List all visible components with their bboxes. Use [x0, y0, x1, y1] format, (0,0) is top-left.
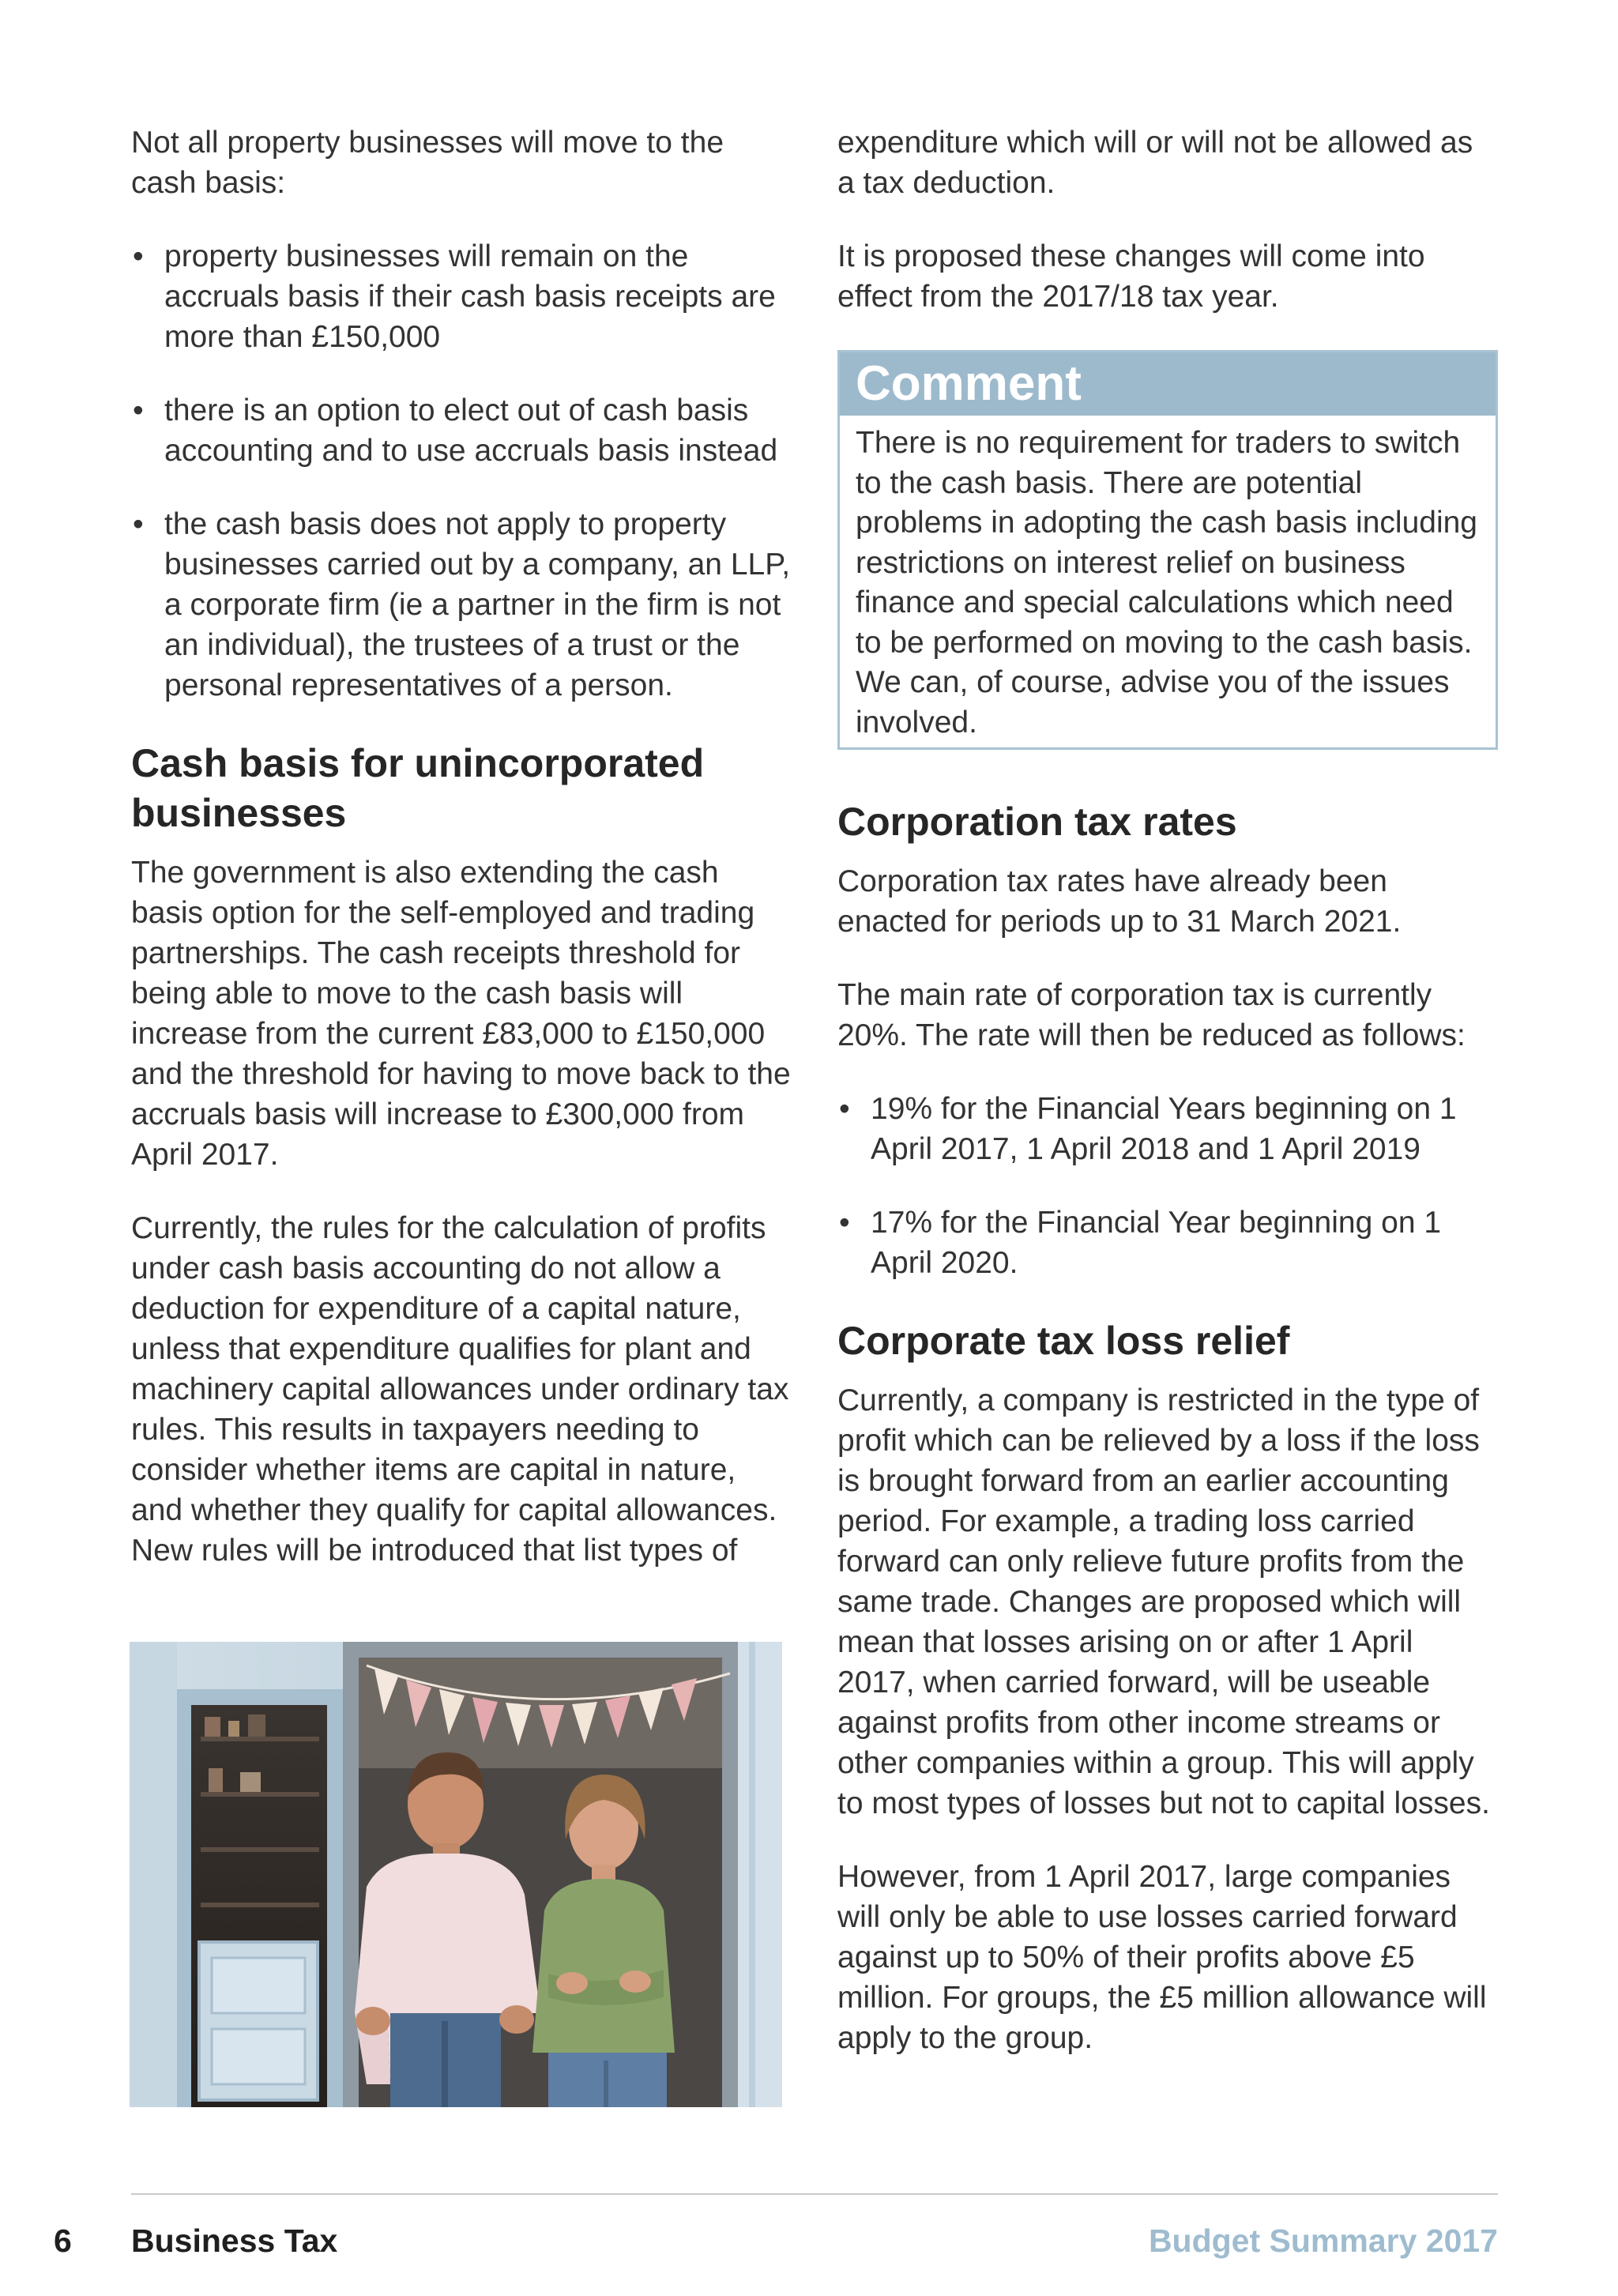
shop-owners-photo: [130, 1642, 782, 2107]
bullet-text: the cash basis does not apply to property businesses carried out by a company, an LLP, a corporate firm (ie a partner in the firm is not an individual), the trustees of a trust or the personal representatives of a person.: [164, 507, 791, 702]
bullet-text: there is an option to elect out of cash basis accounting and to use accruals basis instead: [164, 393, 778, 468]
footer-section-name: Business Tax: [131, 2223, 338, 2259]
bullet-icon: •: [839, 1206, 850, 1240]
bullet-item: [131, 504, 791, 706]
comment-body: There is no requirement for traders to switch to the cash basis. There are potential problems in adopting the cash basis including restrictions on interest relief on business finance and special calculations which need to be performed on moving to the cash basis. We can, of course, advise you of the issues involved.: [856, 426, 1477, 740]
footer-publication-title: Budget Summary 2017: [1148, 2223, 1498, 2259]
comment-box: [837, 350, 1498, 750]
effect-paragraph: It is proposed these changes will come into effect from the 2017/18 tax year.: [837, 239, 1425, 314]
body-paragraph: The main rate of corporation tax is currently 20%. The rate will then be reduced as follows:: [837, 978, 1466, 1052]
page-number: 6: [54, 2223, 72, 2259]
left-column: [131, 122, 791, 1604]
body-paragraph: The government is also extending the cash basis option for the self-employed and trading partnerships. The cash receipts threshold for being able to move to the cash basis will increase from the current £83,000 to £150,000 and the threshold for having to move back to the accruals basis will increase to £300,000 from April 2017.: [131, 856, 791, 1172]
bullet-text: 19% for the Financial Years beginning on 1 April 2017, 1 April 2018 and 1 April 2019: [871, 1092, 1457, 1166]
bullet-icon: •: [839, 1092, 850, 1126]
section-heading-corporation-tax-rates: Corporation tax rates: [837, 800, 1237, 844]
property-bullet-list: [131, 236, 791, 706]
intro-paragraph: Not all property businesses will move to the cash basis:: [131, 126, 724, 200]
bullet-text: property businesses will remain on the accruals basis if their cash basis receipts are more than £150,000: [164, 239, 776, 354]
body-paragraph: Corporation tax rates have already been enacted for periods up to 31 March 2021.: [837, 864, 1402, 939]
photo-illustration: [130, 1642, 782, 2107]
bullet-item: [131, 390, 791, 471]
body-paragraph: Currently, the rules for the calculation of profits under cash basis accounting do not allow a deduction for expenditure of a capital nature, unless that expenditure qualifies for plant and machinery capital allowances under ordinary tax rules. This results in taxpayers needing to consider whether items are capital in nature, and whether they qualify for capital allowances. New rules will be introduced that list types of: [131, 1211, 789, 1568]
section-heading-loss-relief: Corporate tax loss relief: [837, 1319, 1290, 1363]
bullet-icon: •: [133, 507, 144, 541]
bullet-item: [131, 236, 791, 357]
bullet-icon: •: [133, 393, 144, 427]
bullet-item: [837, 1203, 1498, 1283]
body-paragraph: Currently, a company is restricted in the type of profit which can be relieved by a loss if the loss is brought forward from an earlier accounting period. For example, a trading loss carried forward can only relieve future profits from the same trade. Changes are proposed which will mean that losses arising on or after 1 April 2017, when carried forward, will be useable against profits from other income streams or other companies within a group. This will apply to most types of losses but not to capital losses.: [837, 1383, 1490, 1820]
footer-divider: [131, 2193, 1498, 2195]
rates-bullet-list: [837, 1089, 1498, 1283]
section-heading-cash-basis: Cash basis for unincorporated businesses: [131, 741, 705, 835]
right-column: [837, 122, 1498, 2091]
bullet-item: [837, 1089, 1498, 1169]
continuation-paragraph: expenditure which will or will not be allowed as a tax deduction.: [837, 126, 1473, 200]
bullet-text: 17% for the Financial Year beginning on 1 April 2020.: [871, 1206, 1442, 1280]
body-paragraph: However, from 1 April 2017, large companies will only be able to use losses carried forward against up to 50% of their profits above £5 million. For groups, the £5 million allowance will apply to the group.: [837, 1860, 1487, 2055]
bullet-icon: •: [133, 239, 144, 273]
comment-title: Comment: [840, 352, 1496, 416]
